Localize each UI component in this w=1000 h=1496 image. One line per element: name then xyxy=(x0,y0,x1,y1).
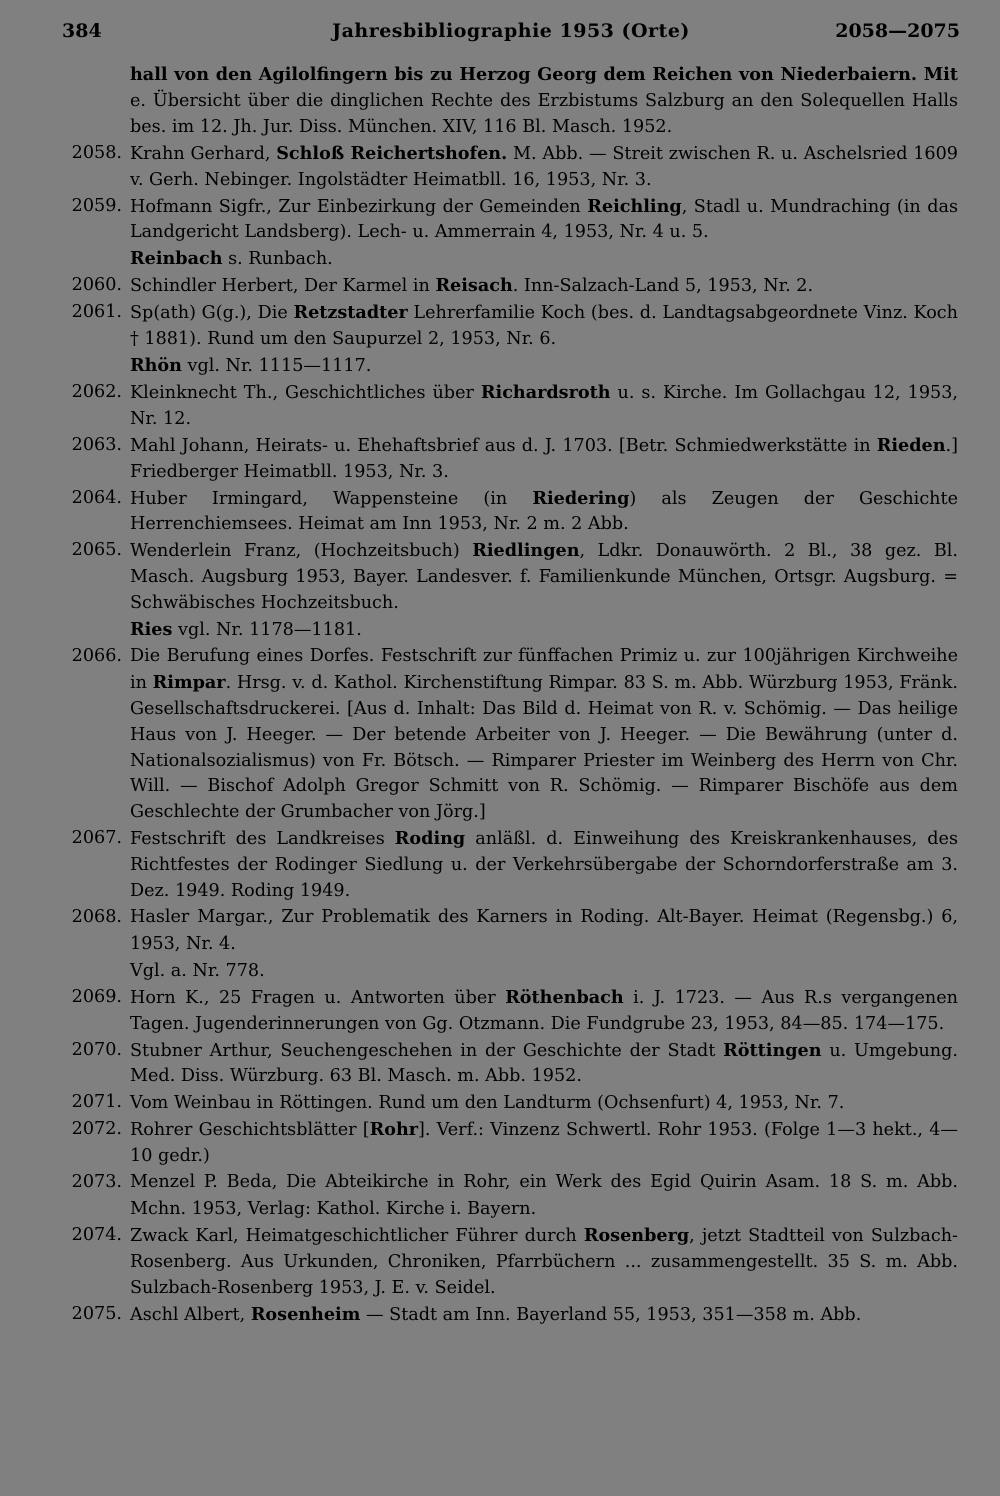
entry-text xyxy=(130,538,958,617)
bibliography-entry xyxy=(0,1117,1000,1170)
entry-text-pre: Hasler Margar., Zur Problematik des Karners in Roding. Alt-Bayer. Heimat (Regensbg.) 6, 1953, Nr. 4. xyxy=(130,907,958,954)
bibliography-entry xyxy=(0,273,1000,300)
entry-number: 2070. xyxy=(71,1039,122,1060)
entry-keyword: Rimpar xyxy=(152,671,226,693)
bibliography-entry xyxy=(0,958,1000,985)
entry-text-post: i. J. 1723. — Aus R.s vergangenen Tagen. Jugenderinnerungen von Gg. Otzmann. Die Fundgrube 23, 1953, 84—85. 174—175. xyxy=(130,987,958,1034)
entry-text xyxy=(130,380,958,433)
bibliography-entry xyxy=(0,985,1000,1038)
entry-number: 2060. xyxy=(71,275,122,296)
entry-number: 2068. xyxy=(71,907,122,927)
entry-text-pre: Krahn Gerhard, xyxy=(130,143,277,164)
entry-text xyxy=(130,1117,958,1170)
entry-text-pre: Sp(ath) G(g.), Die xyxy=(130,303,294,324)
entry-text xyxy=(130,62,958,141)
entry-keyword: Retzstadter xyxy=(293,302,408,324)
entry-text xyxy=(130,826,958,905)
bibliography-entry xyxy=(0,62,1000,141)
entry-text xyxy=(130,300,958,353)
entry-text-post: u. s. Kirche. Im Gollachgau 12, 1953, Nr. 12. xyxy=(130,382,959,429)
bibliography-entry xyxy=(0,1038,1000,1091)
entry-number: 2064. xyxy=(71,487,122,508)
entry-text-pre: Menzel P. Beda, Die Abteikirche in Rohr, ein Werk des Egid Quirin Asam. 18 S. m. Abb. Mchn. 1953, Verlag: Kathol. Kirche i. Bayern. xyxy=(130,1172,958,1219)
entry-text xyxy=(130,617,958,644)
entry-text-pre: Wenderlein Franz, (Hochzeitsbuch) xyxy=(130,541,473,562)
entry-text xyxy=(130,985,958,1038)
entry-number: 2071. xyxy=(71,1092,122,1113)
entry-text-pre: Aschl Albert, xyxy=(130,1304,251,1325)
entry-keyword: Rosenheim xyxy=(250,1303,361,1325)
bibliography-entry xyxy=(0,433,1000,486)
entry-text xyxy=(130,905,958,958)
entry-text xyxy=(130,194,958,247)
entry-text-post: , Stadl u. Mundraching (in das Landgericht Landsberg). Lech- u. Ammerrain 4, 1953, Nr. 4 u. 5. xyxy=(130,196,958,243)
bibliography-entry xyxy=(0,300,1000,353)
entry-text-pre: Rohrer Geschichtsblätter [ xyxy=(130,1120,370,1141)
entry-text xyxy=(130,1170,958,1223)
entry-text-pre: Stubner Arthur, Seuchengeschehen in der Geschichte der Stadt xyxy=(130,1040,724,1061)
entry-text-post: .] Friedberger Heimatbll. 1953, Nr. 3. xyxy=(130,435,958,482)
entry-text-pre: Mahl Johann, Heirats- u. Ehehaftsbrief aus d. J. 1703. [Betr. Schmiedwerkstätte in xyxy=(130,435,877,456)
bibliography-entry xyxy=(0,194,1000,247)
entry-keyword: Rohr xyxy=(369,1119,419,1141)
entry-number: 2063. xyxy=(71,434,122,455)
entry-text-post: vgl. Nr. 1115—1117. xyxy=(181,355,372,376)
entry-number: 2058. xyxy=(71,142,122,163)
entry-keyword: Riedering xyxy=(532,487,630,509)
entry-text-post: vgl. Nr. 1178—1181. xyxy=(172,620,362,641)
entry-text-post: u. Umgebung. Med. Diss. Würzburg. 63 Bl. Masch. m. Abb. 1952. xyxy=(130,1040,958,1087)
bibliography-list xyxy=(0,62,1000,1329)
entry-keyword: Rieden xyxy=(876,434,946,456)
entry-text-pre: Hofmann Sigfr., Zur Einbezirkung der Gemeinden xyxy=(130,196,588,217)
entry-number: 2073. xyxy=(71,1172,122,1193)
entry-text xyxy=(130,1302,958,1329)
entry-keyword: Reinbach xyxy=(130,248,223,270)
bibliography-entry xyxy=(0,1170,1000,1223)
entry-text-post: Lehrerfamilie Koch (bes. d. Landtagsabgeordnete Vinz. Koch † 1881). Rund um den Saupurzel 2, 1953, Nr. 6. xyxy=(130,303,958,350)
entry-keyword: Reichling xyxy=(587,195,682,217)
entry-number: 2072. xyxy=(71,1119,122,1140)
entry-text-post: . Inn-Salzach-Land 5, 1953, Nr. 2. xyxy=(512,276,814,297)
bibliography-entry xyxy=(0,486,1000,539)
entry-number: 2067. xyxy=(71,828,122,849)
entry-keyword: Rhön xyxy=(130,354,182,376)
entry-number: 2065. xyxy=(71,540,122,561)
entry-text-pre: Schindler Herbert, Der Karmel in xyxy=(130,276,436,297)
entry-text-post: anläßl. d. Einweihung des Kreiskrankenhauses, des Richtfestes der Rodinger Siedlung u. der Verkehrsübergabe der Schorndorferstraße am 3. Dez. 1949. Roding 1949. xyxy=(130,829,958,902)
entry-number: 2059. xyxy=(71,195,122,216)
bibliography-entry xyxy=(0,1302,1000,1329)
entry-text-post: , Ldkr. Donauwörth. 2 Bl., 38 gez. Bl. Masch. Augsburg 1953, Bayer. Landesver. f. Familienkunde München, Ortsgr. Augsburg. = Schwäbisches Hochzeitsbuch. xyxy=(130,541,958,614)
entry-keyword: Roding xyxy=(394,828,466,850)
entry-number: 2069. xyxy=(71,986,122,1007)
entry-keyword: Reisach xyxy=(435,275,513,297)
bibliography-entry xyxy=(0,1090,1000,1117)
entry-text-pre: Die Berufung eines Dorfes. Festschrift zur fünffachen Primiz u. zur 100jährigen Kirchweihe in xyxy=(130,645,958,693)
entry-text-post: e. Übersicht über die dinglichen Rechte des Erzbistums Salzburg an den Solequellen Halls bes. im 12. Jh. Jur. Diss. München. XIV, 116 Bl. Masch. 1952. xyxy=(130,90,958,137)
entry-text-pre: Huber Irmingard, Wappensteine (in xyxy=(130,488,533,509)
entry-text-post: — Stadt am Inn. Bayerland 55, 1953, 351—358 m. Abb. xyxy=(360,1304,862,1325)
bibliography-entry xyxy=(0,538,1000,617)
entry-text-post: ]. Verf.: Vinzenz Schwertl. Rohr 1953. (Folge 1—3 hekt., 4—10 gedr.) xyxy=(130,1120,958,1167)
entry-text xyxy=(130,273,958,300)
entry-text-pre: Vom Weinbau in Röttingen. Rund um den Landturm (Ochsenfurt) 4, 1953, Nr. 7. xyxy=(130,1093,845,1114)
entry-range: 2058—2075 xyxy=(835,20,960,42)
bibliography-entry xyxy=(0,246,1000,273)
bibliography-entry xyxy=(0,141,1000,194)
entry-number: 2066. xyxy=(71,645,122,666)
entry-text-post: s. Runbach. xyxy=(222,249,333,270)
entry-text xyxy=(130,1038,958,1091)
entry-text-pre: Festschrift des Landkreises xyxy=(130,829,395,850)
entry-keyword: hall von den Agilolfingern bis zu Herzog Georg dem Reichen von Niederbaiern. Mit xyxy=(130,64,958,85)
entry-text-pre: Zwack Karl, Heimatgeschichtlicher Führer durch xyxy=(130,1225,584,1246)
page-number: 384 xyxy=(62,20,102,42)
entry-text xyxy=(130,644,958,826)
entry-keyword: Schloß Reichertshofen. xyxy=(276,142,508,164)
entry-text xyxy=(130,433,958,486)
entry-text xyxy=(130,246,958,273)
entry-text-post: ) als Zeugen der Geschichte Herrenchiemsees. Heimat am Inn 1953, Nr. 2 m. 2 Abb. xyxy=(130,488,958,535)
entry-text-pre: Horn K., 25 Fragen u. Antworten über xyxy=(130,987,506,1008)
entry-text-post: . Hrsg. v. d. Kathol. Kirchenstiftung Rimpar. 83 S. m. Abb. Würzburg 1953, Fränk. Gesellschaftsdruckerei. [Aus d. Inhalt: Das Bild d. Heimat von R. v. Schömig. — Das heilige Haus von J. Heeger. — Der betende Arbeiter von J. Heeger. — Die Bewährung (unter d. Nationalsozialismus) von Fr. Bötsch. — Rimparer Priester im Weinberg des Herrn von Chr. Will. — Bischof Adolph Gregor Schmitt von R. Schömig. — Rimparer Bischöfe aus dem Geschlechte der Grumbacher von Jörg.] xyxy=(130,672,958,823)
entry-number: 2061. xyxy=(71,302,122,323)
bibliography-entry xyxy=(0,1223,1000,1302)
entry-text-pre: Kleinknecht Th., Geschichtliches über xyxy=(130,382,481,403)
entry-text xyxy=(130,486,958,539)
entry-text-post: M. Abb. — Streit zwischen R. u. Aschelsried 1609 v. Gerh. Nebinger. Ingolstädter Heimatbll. 16, 1953, Nr. 3. xyxy=(130,143,958,190)
entry-number: 2062. xyxy=(71,381,122,402)
bibliography-entry xyxy=(0,905,1000,958)
entry-text xyxy=(130,141,958,194)
bibliography-entry xyxy=(0,617,1000,644)
bibliography-entry xyxy=(0,353,1000,380)
entry-number: 2075. xyxy=(71,1303,122,1324)
entry-text xyxy=(130,1223,958,1302)
entry-text xyxy=(130,353,958,380)
entry-text-post: , jetzt Stadtteil von Sulzbach-Rosenberg. Aus Urkunden, Chroniken, Pfarrbüchern ... zusammengestellt. 35 S. m. Abb. Sulzbach-Rosenberg 1953, J. E. v. Seidel. xyxy=(130,1225,958,1298)
entry-text xyxy=(130,1090,958,1117)
entry-keyword: Riedlingen xyxy=(472,540,580,562)
entry-number: 2074. xyxy=(71,1224,122,1245)
bibliography-entry xyxy=(0,826,1000,905)
entry-text-pre: Vgl. a. Nr. 778. xyxy=(130,960,265,981)
entry-keyword: Ries xyxy=(130,619,173,641)
running-title: Jahresbibliographie 1953 (Orte) xyxy=(332,20,690,42)
bibliography-entry xyxy=(0,644,1000,826)
page-header xyxy=(62,20,960,48)
entry-text xyxy=(130,958,958,985)
entry-keyword: Röttingen xyxy=(723,1039,822,1061)
entry-keyword: Richardsroth xyxy=(480,381,611,403)
bibliography-entry xyxy=(0,380,1000,433)
entry-keyword: Rosenberg xyxy=(583,1224,690,1246)
entry-keyword: Röthenbach xyxy=(505,986,624,1008)
